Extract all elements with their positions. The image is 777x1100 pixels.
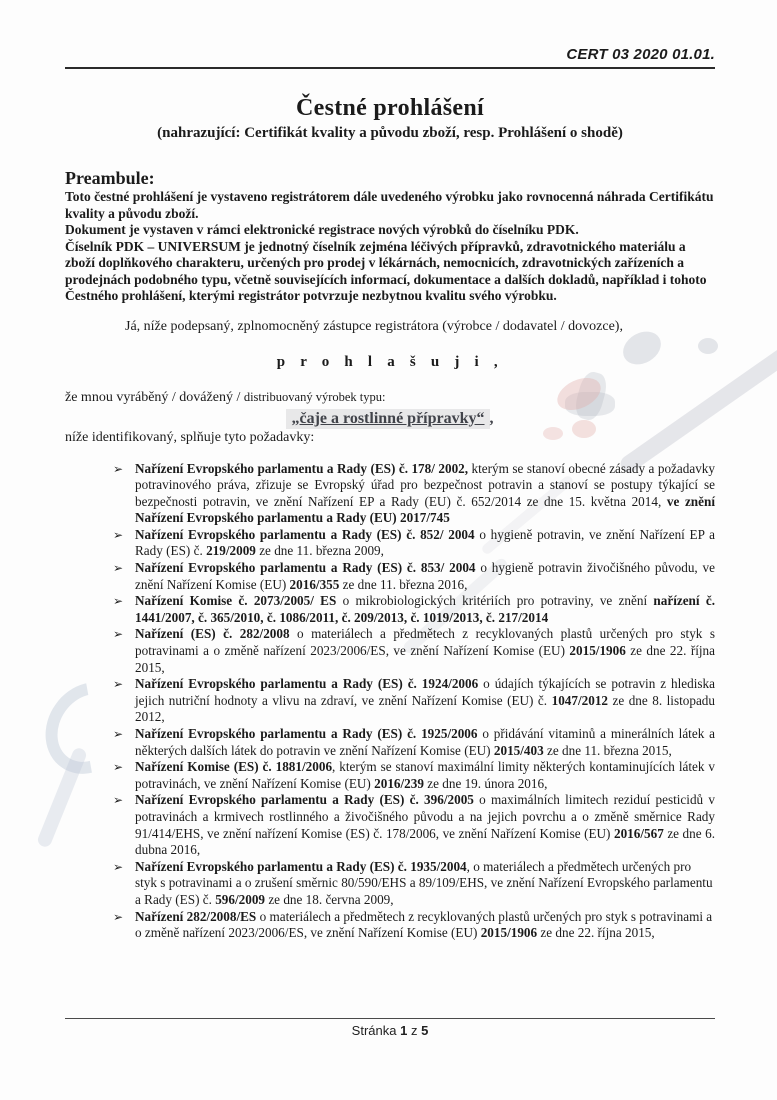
- page-title: Čestné prohlášení: [295, 95, 484, 121]
- requirements-list: [65, 461, 715, 942]
- requirement-item: [65, 726, 715, 759]
- requirement-item: [65, 461, 715, 527]
- regulation-text: o maximálních limitech reziduí pesticidů v potravinách a krmivech rostlinného a živočišného původu a na jejich povrchu a o změně směrnice Rady 91/414/EHS, ve znění nařízení Komise (ES) č. 178/2006, ve znění Nařízení Komise (EU): [135, 792, 715, 841]
- regulation-reference: Nařízení Evropského parlamentu a Rady (ES) č. 396/2005: [135, 792, 474, 808]
- regulation-reference: 2016/567: [613, 825, 664, 841]
- page-footer: [65, 1018, 715, 1100]
- regulation-reference: nařízení č. 1441/2007, č. 365/2010, č. 1086/2011, č. 209/2013, č. 1019/2013, č. 217/2014: [135, 593, 715, 625]
- regulation-reference: ve znění Nařízení Evropského parlamentu a Rady (EU) 2017/745: [135, 493, 715, 526]
- regulation-text: o údajích týkajících se potravin z hlediska jejich nutriční hodnoty a vlivu na zdraví, ve znění Nařízení Komise (EU) č.: [135, 676, 715, 708]
- product-type-highlighted: „čaje a rostlinné přípravky“: [286, 409, 489, 429]
- preamble-paragraph: Číselník PDK – UNIVERSUM je jednotný číselník zejména léčivých přípravků, zdravotnického materiálu a zboží doplňkového charakteru, určených pro prodej v lékárnách, nemocnicích, zdravotnických zařízeních a prodejnách podobného typu, včetně souvisejících informací, dokumentace a dalších dokladů, například i tohoto Čestného prohlášení, kterými registrátor potvrzuje nezbytnou kvalitu svého výrobku.: [65, 238, 707, 303]
- requirement-item: [65, 593, 715, 626]
- page-number: [65, 1023, 715, 1038]
- regulation-text: ze dne 22. října 2015,: [135, 643, 715, 675]
- page-number-total: 5: [421, 1023, 429, 1038]
- regulation-text: ze dne 18. června 2009,: [265, 891, 394, 907]
- regulation-reference: Nařízení Evropského parlamentu a Rady (ES) č. 178/ 2002,: [135, 460, 469, 476]
- regulation-text: o hygieně potravin, ve znění Nařízení EP a Rady (ES) č.: [135, 526, 715, 559]
- list-bullet-icon: ➢: [113, 627, 124, 642]
- regulation-reference: Nařízení Komise (ES) č. 1881/2006: [135, 759, 333, 775]
- regulation-reference: Nařízení (ES) č. 282/2008: [135, 626, 290, 642]
- regulation-text: o hygieně potravin živočišného původu, ve znění Nařízení Komise (EU): [135, 560, 715, 592]
- regulation-text: , o materiálech a předmětech určených pro styk s potravinami a o zrušení směrnic 80/590/EHS a 89/109/EHS, ve znění Nařízení Evropského parlamentu a Rady (ES) č.: [135, 858, 713, 907]
- regulation-text: ze dne 19. února 2016,: [423, 775, 548, 791]
- header-rule: [65, 67, 715, 69]
- list-bullet-icon: ➢: [113, 793, 124, 808]
- preamble-section: [65, 168, 715, 305]
- preamble-paragraph: Dokument je vystaven v rámci elektronické registrace nových výrobků do číselníku PDK.: [65, 222, 579, 237]
- regulation-reference: 2016/239: [374, 775, 424, 791]
- regulation-reference: 596/2009: [215, 891, 266, 907]
- regulation-reference: Nařízení Evropského parlamentu a Rady (ES) č. 1935/2004: [135, 858, 467, 874]
- product-lead-main: že mnou vyráběný / dovážený /: [65, 389, 241, 405]
- page-number-of: z: [410, 1023, 418, 1038]
- product-lead: [65, 390, 715, 406]
- product-lead-small: distribuovaný výrobek typu:: [243, 389, 386, 404]
- product-type-line: [65, 410, 715, 428]
- regulation-reference: Nařízení Evropského parlamentu a Rady (ES) č. 853/ 2004: [135, 560, 476, 576]
- list-bullet-icon: ➢: [113, 561, 124, 576]
- regulation-text: , kterým se stanoví maximální limity některých kontaminujících látek v potravinách, ve znění Nařízení Komise (EU): [135, 759, 715, 791]
- regulation-reference: 2016/355: [289, 576, 340, 592]
- regulation-text: ze dne 11. března 2016,: [339, 576, 468, 592]
- list-bullet-icon: ➢: [113, 859, 124, 874]
- regulation-reference: 219/2009: [206, 543, 256, 559]
- preamble-heading: Preambule:: [65, 168, 155, 188]
- cert-reference: CERT 03 2020 01.01.: [566, 46, 715, 63]
- list-bullet-icon: ➢: [113, 527, 124, 542]
- regulation-reference: 2015/403: [493, 742, 544, 758]
- regulation-reference: 2015/1906: [569, 643, 626, 659]
- requirement-item: [65, 560, 715, 593]
- regulation-reference: Nařízení Komise č. 2073/2005/ ES: [135, 593, 337, 609]
- list-bullet-icon: ➢: [113, 727, 124, 741]
- list-bullet-icon: ➢: [113, 760, 124, 775]
- requirement-item: [65, 626, 715, 676]
- declaration-following: níže identifikovaný, splňuje tyto požadavky:: [65, 429, 315, 445]
- declaration-intro: Já, níže podepsaný, zplnomocněný zástupce registrátora (výrobce / dodavatel / dovozce),: [125, 318, 623, 334]
- footer-rule: [65, 1018, 715, 1019]
- regulation-reference: 2015/1906: [480, 925, 538, 941]
- list-bullet-icon: ➢: [113, 909, 124, 924]
- regulation-text: kterým se stanoví obecné zásady a požadavky potravinového práva, zřizuje se Evropský úřad pro bezpečnost potravin a stanoví se postupy týkající se bezpečnosti potravin, ve znění Nařízení EP a Rady (EU) č. 652/2014 ze dne 15. května 2014,: [135, 460, 715, 509]
- regulation-reference: Nařízení Evropského parlamentu a Rady (ES) č. 852/ 2004: [135, 526, 475, 542]
- list-bullet-icon: ➢: [113, 677, 124, 692]
- list-bullet-icon: ➢: [113, 461, 124, 476]
- regulation-text: ze dne 6. dubna 2016,: [135, 825, 716, 858]
- page-subtitle: (nahrazující: Certifikát kvality a původu zboží, resp. Prohlášení o shodě): [157, 125, 623, 141]
- page-number-label: Stránka: [351, 1023, 397, 1038]
- regulation-text: o materiálech a předmětech z recyklovaných plastů určených pro styk s potravinami a o změně nařízení 2023/2006/ES, ve znění Nařízení Komise (EU): [135, 626, 715, 659]
- regulation-text: o přidávání vitaminů a minerálních látek a některých dalších látek do potravin ve znění Nařízení Komise (EU): [135, 726, 715, 758]
- regulation-reference: 1047/2012: [551, 692, 609, 708]
- regulation-text: ze dne 8. listopadu 2012,: [135, 692, 715, 725]
- preamble-paragraph: Toto čestné prohlášení je vystaveno registrátorem dále uvedeného výrobku jako rovnocenná náhrada Certifikátu kvality a původu zboží.: [65, 189, 714, 221]
- requirement-item: [65, 527, 715, 560]
- watermark-blob-icon: [698, 338, 718, 354]
- page-number-current: 1: [400, 1023, 408, 1038]
- regulation-reference: Nařízení Evropského parlamentu a Rady (ES) č. 1924/2006: [135, 676, 479, 692]
- product-type-suffix: ,: [489, 409, 494, 427]
- regulation-text: o materiálech a předmětech z recyklovaných plastů určených pro styk s potravinami a o změně nařízení 2023/2006/ES, ve znění Nařízení Komise (EU): [135, 908, 713, 941]
- requirement-item: [65, 759, 715, 792]
- requirement-item: [65, 859, 715, 909]
- regulation-text: o mikrobiologických kritériích pro potraviny, ve znění: [336, 593, 654, 609]
- regulation-text: ze dne 11. března 2015,: [543, 742, 672, 758]
- requirement-item: [65, 676, 715, 726]
- regulation-text: ze dne 11. března 2009,: [255, 543, 384, 559]
- declaration-word: p r o h l a š u j i ,: [276, 353, 504, 370]
- requirement-item: [65, 792, 715, 858]
- regulation-reference: Nařízení 282/2008/ES: [135, 908, 257, 924]
- regulation-text: ze dne 22. října 2015,: [537, 925, 655, 941]
- regulation-reference: Nařízení Evropského parlamentu a Rady (ES) č. 1925/2006: [135, 726, 478, 741]
- list-bullet-icon: ➢: [113, 594, 124, 609]
- requirement-item: [65, 909, 715, 942]
